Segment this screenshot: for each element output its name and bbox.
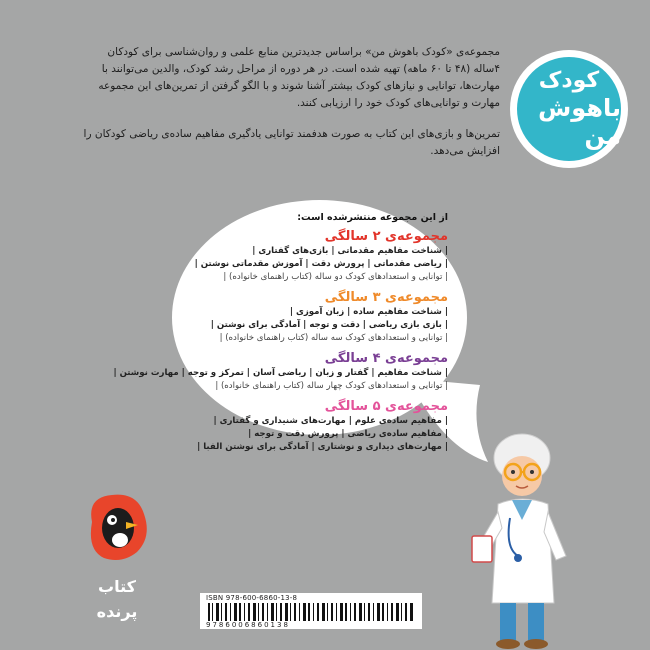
series-set-age-4: [113, 351, 448, 393]
series-set-age-2: [190, 229, 448, 284]
set-note: | توانایی و استعدادهای کودک سه ساله (کتاب راهنمای خانواده) |: [219, 333, 448, 343]
svg-text:کتاب: کتاب: [98, 577, 136, 596]
series-logo-line-2: باهوش من: [538, 94, 621, 150]
set-line: | شناخت مفاهیم | گفتار و زبان | ریاضی آسان | تمرکز و توجه | مهارت نوشتن |: [113, 368, 448, 378]
series-set-age-3: [190, 290, 448, 345]
set-title: مجموعه‌ی ۴ سالگی: [324, 351, 448, 366]
set-line: | شناخت مفاهیم مقدماتی | بازی‌های گفتاری |: [252, 246, 448, 256]
set-line: | مهارت‌های دیداری و نوشتاری | آمادگی برای نوشتن الفبا |: [197, 442, 448, 452]
series-list-intro: از این مجموعه منتشرشده است:: [297, 212, 448, 223]
series-list: [113, 212, 448, 460]
intro-paragraph-1: مجموعه‌ی «کودک باهوش من» براساس جدیدترین منابع علمی و روان‌شناسی برای کودکان ۴ساله (۴۸ تا ۶۰ ماهه) تهیه شده است. در هر دوره از مراحل رشد کودک، والدین می‌توانند با مهارت‌ها، توانایی و نیازهای کودک بیشتر آشنا شوند و با الگو گرفتن از تمرین‌های این مجموعه مهارت و توانایی‌های کودک خود را ارزیابی کنند.: [98, 46, 500, 109]
intro-text: [80, 44, 500, 174]
set-line: | بازی بازی ریاضی | دقت و توجه | آمادگی برای نوشتن |: [210, 320, 448, 330]
barcode: [200, 593, 422, 629]
set-title: مجموعه‌ی ۲ سالگی: [324, 229, 448, 244]
series-logo-inner: [517, 57, 621, 161]
isbn-number: ISBN 978-600-6860-13-8: [206, 594, 298, 602]
set-note: | توانایی و استعدادهای کودک دو ساله (کتاب راهنمای خانواده) |: [223, 272, 448, 282]
set-title: مجموعه‌ی ۵ سالگی: [324, 399, 448, 414]
set-line: | ریاضی مقدماتی | پرورش دقت | آموزش مقدماتی نوشتن |: [194, 259, 448, 269]
series-set-age-5: [190, 399, 448, 454]
intro-paragraph-2: تمرین‌ها و بازی‌های این کتاب به صورت هدفمند توانایی یادگیری مفاهیم ساده‌ی ریاضی کودکان را افزایش می‌دهد.: [83, 128, 500, 157]
set-line: | مفاهیم ساده‌ی علوم | مهارت‌های شنیداری و گفتاری |: [213, 416, 448, 426]
series-logo-line-1: کودک: [538, 68, 600, 93]
set-title: مجموعه‌ی ۳ سالگی: [324, 290, 448, 305]
set-line: | مفاهیم ساده‌ی ریاضی | پرورش دقت و توجه |: [248, 429, 448, 439]
set-line: | شناخت مفاهیم ساده | زبان آموزی |: [289, 307, 448, 317]
set-note: | توانایی و استعدادهای کودک چهار ساله (کتاب راهنمای خانواده) |: [215, 381, 448, 391]
doctor-character-illustration: [470, 428, 580, 650]
svg-text:پرنده: پرنده: [96, 602, 138, 621]
barcode-bars: [206, 603, 416, 621]
publisher-logo: [82, 492, 152, 632]
barcode-digits: 9786006860138: [206, 621, 290, 629]
series-logo-seal: [510, 50, 628, 168]
